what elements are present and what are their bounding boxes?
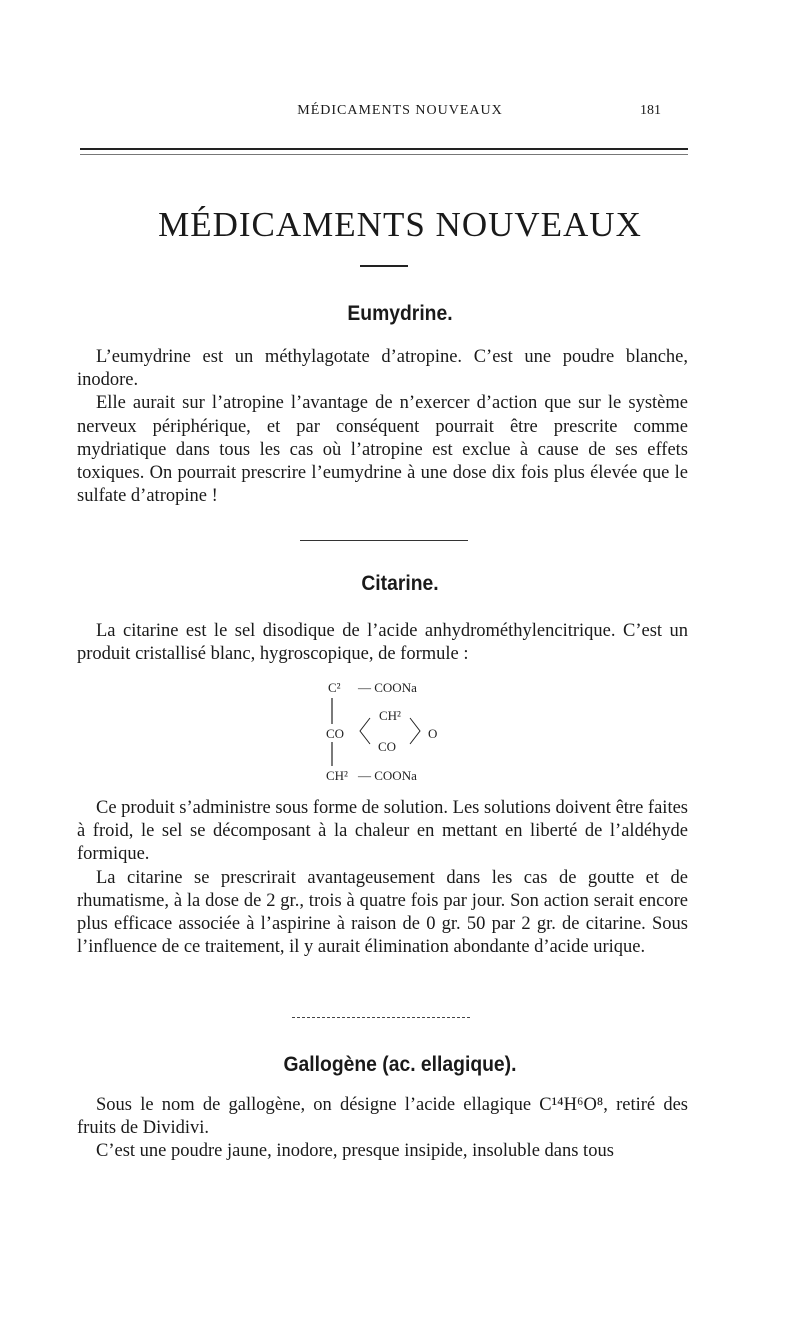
header-rule-thin: [80, 154, 688, 155]
title-rule: [360, 265, 408, 267]
formula-ring-top: CH²: [379, 708, 401, 723]
page-title: MÉDICAMENTS NOUVEAUX: [158, 205, 642, 244]
section-heading-gallogene: Gallogène (ac. ellagique).: [283, 1053, 517, 1076]
formula-bottom-right: — COONa: [358, 768, 417, 783]
formula-ring-bottom: CO: [378, 739, 397, 754]
paragraph: L’eumydrine est un méthylagotate d’atropine. C’est une poudre blanche, inodore.: [77, 347, 688, 391]
page-number: 181: [640, 103, 661, 118]
formula-top-left: C²: [328, 680, 341, 695]
section-heading-citarine: Citarine.: [361, 572, 439, 595]
section-divider: [300, 540, 468, 541]
chemical-formula: [310, 678, 470, 790]
paragraph: La citarine se prescrirait avantageusement dans les cas de goutte et de rhumatisme, à la dose de 2 gr., trois à quatre fois par jour. Son action serait encore plus efficace associée à l’aspirine à raison de 0 gr. 50 par 2 gr. de citarine. Sous l’influence de ce traitement, il y aurait élimination abondante d’acide urique.: [77, 867, 688, 958]
formula-bottom-left: CH²: [326, 768, 348, 783]
paragraph: Ce produit s’administre sous forme de solution. Les solutions doivent être faites à froid, le sel se décomposant à la chaleur en mettant en liberté de l’aldéhyde formique.: [77, 798, 688, 865]
paragraph: La citarine est le sel disodique de l’acide anhydrométhylencitrique. C’est un produit cristallisé blanc, hygroscopique, de formule :: [77, 621, 688, 665]
formula-top-right: — COONa: [358, 680, 417, 695]
section-heading-eumydrine: Eumydrine.: [347, 302, 453, 325]
paragraph: C’est une poudre jaune, inodore, presque insipide, insoluble dans tous: [96, 1141, 614, 1162]
formula-right: O: [428, 726, 438, 741]
paragraph: Elle aurait sur l’atropine l’avantage de n’exercer d’action que sur le système nerveux périphérique, et par conséquent pourrait être prescrite comme mydriatique dans tous les cas où l’atropine est exclue à cause de ses effets toxiques. On pourrait prescrire l’eumydrine à une dose dix fois plus élevée que le sulfate d’atropine !: [77, 393, 688, 507]
formula-bonds: [310, 678, 470, 790]
paragraph: Sous le nom de gallogène, on désigne l’acide ellagique C¹⁴H⁶O⁸, retiré des fruits de Dividivi.: [77, 1095, 688, 1139]
section-divider: [292, 1017, 470, 1018]
section-body-citarine-2: [77, 797, 688, 959]
formula-left: CO: [326, 726, 345, 741]
section-body-citarine: [77, 620, 688, 666]
section-body-eumydrine: [77, 346, 688, 508]
running-title: MÉDICAMENTS NOUVEAUX: [297, 103, 503, 118]
section-body-gallogene: [77, 1094, 688, 1164]
header-rule: [80, 148, 688, 150]
